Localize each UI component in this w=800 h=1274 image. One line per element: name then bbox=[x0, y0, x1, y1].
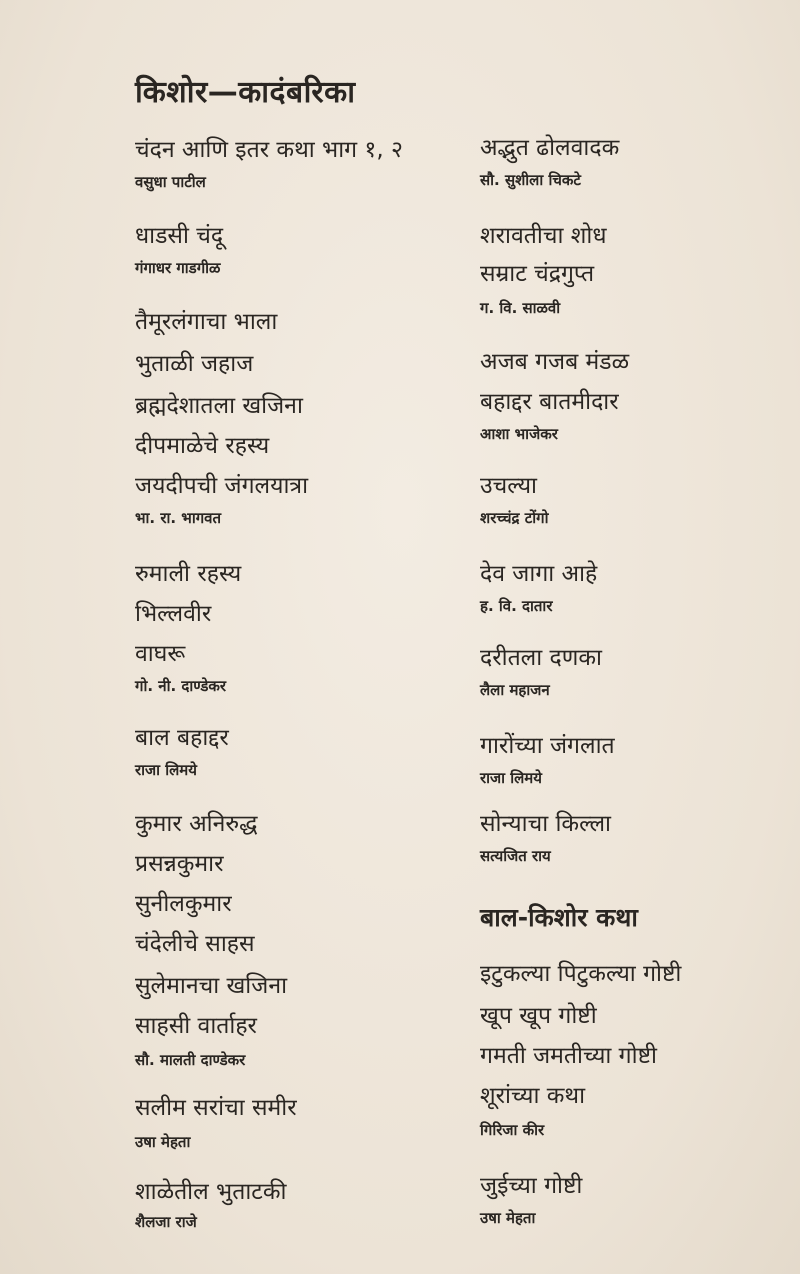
book-title: शूरांच्या कथा bbox=[480, 1083, 586, 1109]
book-title: खूप खूप गोष्टी bbox=[480, 1003, 597, 1029]
book-title: जयदीपची जंगलयात्रा bbox=[135, 473, 309, 499]
book-title: गमती जमतीच्या गोष्टी bbox=[480, 1043, 657, 1069]
book-title: सलीम सरांचा समीर bbox=[135, 1095, 297, 1121]
book-title: बाल बहाद्दर bbox=[135, 725, 229, 751]
book-title: धाडसी चंदू bbox=[135, 223, 224, 249]
author-name: ग. वि. साळवी bbox=[480, 299, 561, 317]
book-title: चंदेलीचे साहस bbox=[135, 931, 255, 957]
book-title: ब्रह्मदेशातला खजिना bbox=[135, 393, 303, 419]
book-title: चंदन आणि इतर कथा भाग १, २ bbox=[135, 137, 403, 163]
author-name: लैला महाजन bbox=[480, 681, 550, 699]
author-name: शैलजा राजे bbox=[135, 1213, 197, 1231]
book-title: सम्राट चंद्रगुप्त bbox=[480, 261, 595, 287]
book-title: रुमाली रहस्य bbox=[135, 561, 242, 587]
author-name: सौ. मालती दाण्डेकर bbox=[135, 1051, 246, 1069]
author-name: शरच्चंद्र टोंगो bbox=[480, 509, 549, 527]
author-name: सत्यजित राय bbox=[480, 847, 551, 865]
book-title: जुईच्या गोष्टी bbox=[480, 1173, 583, 1199]
book-title: वाघरू bbox=[135, 641, 186, 667]
author-name: उषा मेहता bbox=[480, 1209, 536, 1227]
book-title: इटुकल्या पिटुकल्या गोष्टी bbox=[480, 961, 682, 987]
book-title: गारोंच्या जंगलात bbox=[480, 733, 615, 759]
book-title: सोन्याचा किल्ला bbox=[480, 811, 612, 837]
author-name: गो. नी. दाण्डेकर bbox=[135, 677, 227, 695]
book-title: दरीतला दणका bbox=[480, 645, 603, 671]
book-title: उचल्या bbox=[480, 473, 538, 499]
book-title: सुनीलकुमार bbox=[135, 891, 232, 917]
book-title: कुमार अनिरुद्ध bbox=[135, 811, 258, 837]
author-name: ह. वि. दातार bbox=[480, 597, 553, 615]
book-title: देव जागा आहे bbox=[480, 561, 598, 587]
book-title: साहसी वार्ताहर bbox=[135, 1013, 257, 1039]
author-name: गिरिजा कीर bbox=[480, 1121, 545, 1139]
book-title: दीपमाळेचे रहस्य bbox=[135, 433, 270, 459]
section-heading: बाल-किशोर कथा bbox=[480, 903, 638, 932]
author-name: राजा लिमये bbox=[135, 761, 197, 779]
book-title: बहाद्दर बातमीदार bbox=[480, 389, 619, 415]
book-title: भुताळी जहाज bbox=[135, 351, 254, 377]
book-title: अद्भुत ढोलवादक bbox=[480, 135, 620, 161]
book-title: भिल्लवीर bbox=[135, 601, 212, 627]
book-title: तैमूरलंगाचा भाला bbox=[135, 309, 278, 335]
book-title: प्रसन्नकुमार bbox=[135, 851, 224, 877]
author-name: गंगाधर गाडगीळ bbox=[135, 259, 221, 277]
author-name: राजा लिमये bbox=[480, 769, 542, 787]
book-title: शरावतीचा शोध bbox=[480, 223, 607, 249]
author-name: उषा मेहता bbox=[135, 1133, 191, 1151]
author-name: वसुधा पाटील bbox=[135, 173, 206, 191]
author-name: सौ. सुशीला चिकटे bbox=[480, 171, 581, 189]
book-title: शाळेतील भुताटकी bbox=[135, 1179, 287, 1205]
book-title: सुलेमानचा खजिना bbox=[135, 973, 288, 999]
book-title: अजब गजब मंडळ bbox=[480, 349, 630, 375]
author-name: भा. रा. भागवत bbox=[135, 509, 222, 527]
page-heading: किशोर—कादंबरिका bbox=[135, 75, 356, 110]
author-name: आशा भाजेकर bbox=[480, 425, 558, 443]
